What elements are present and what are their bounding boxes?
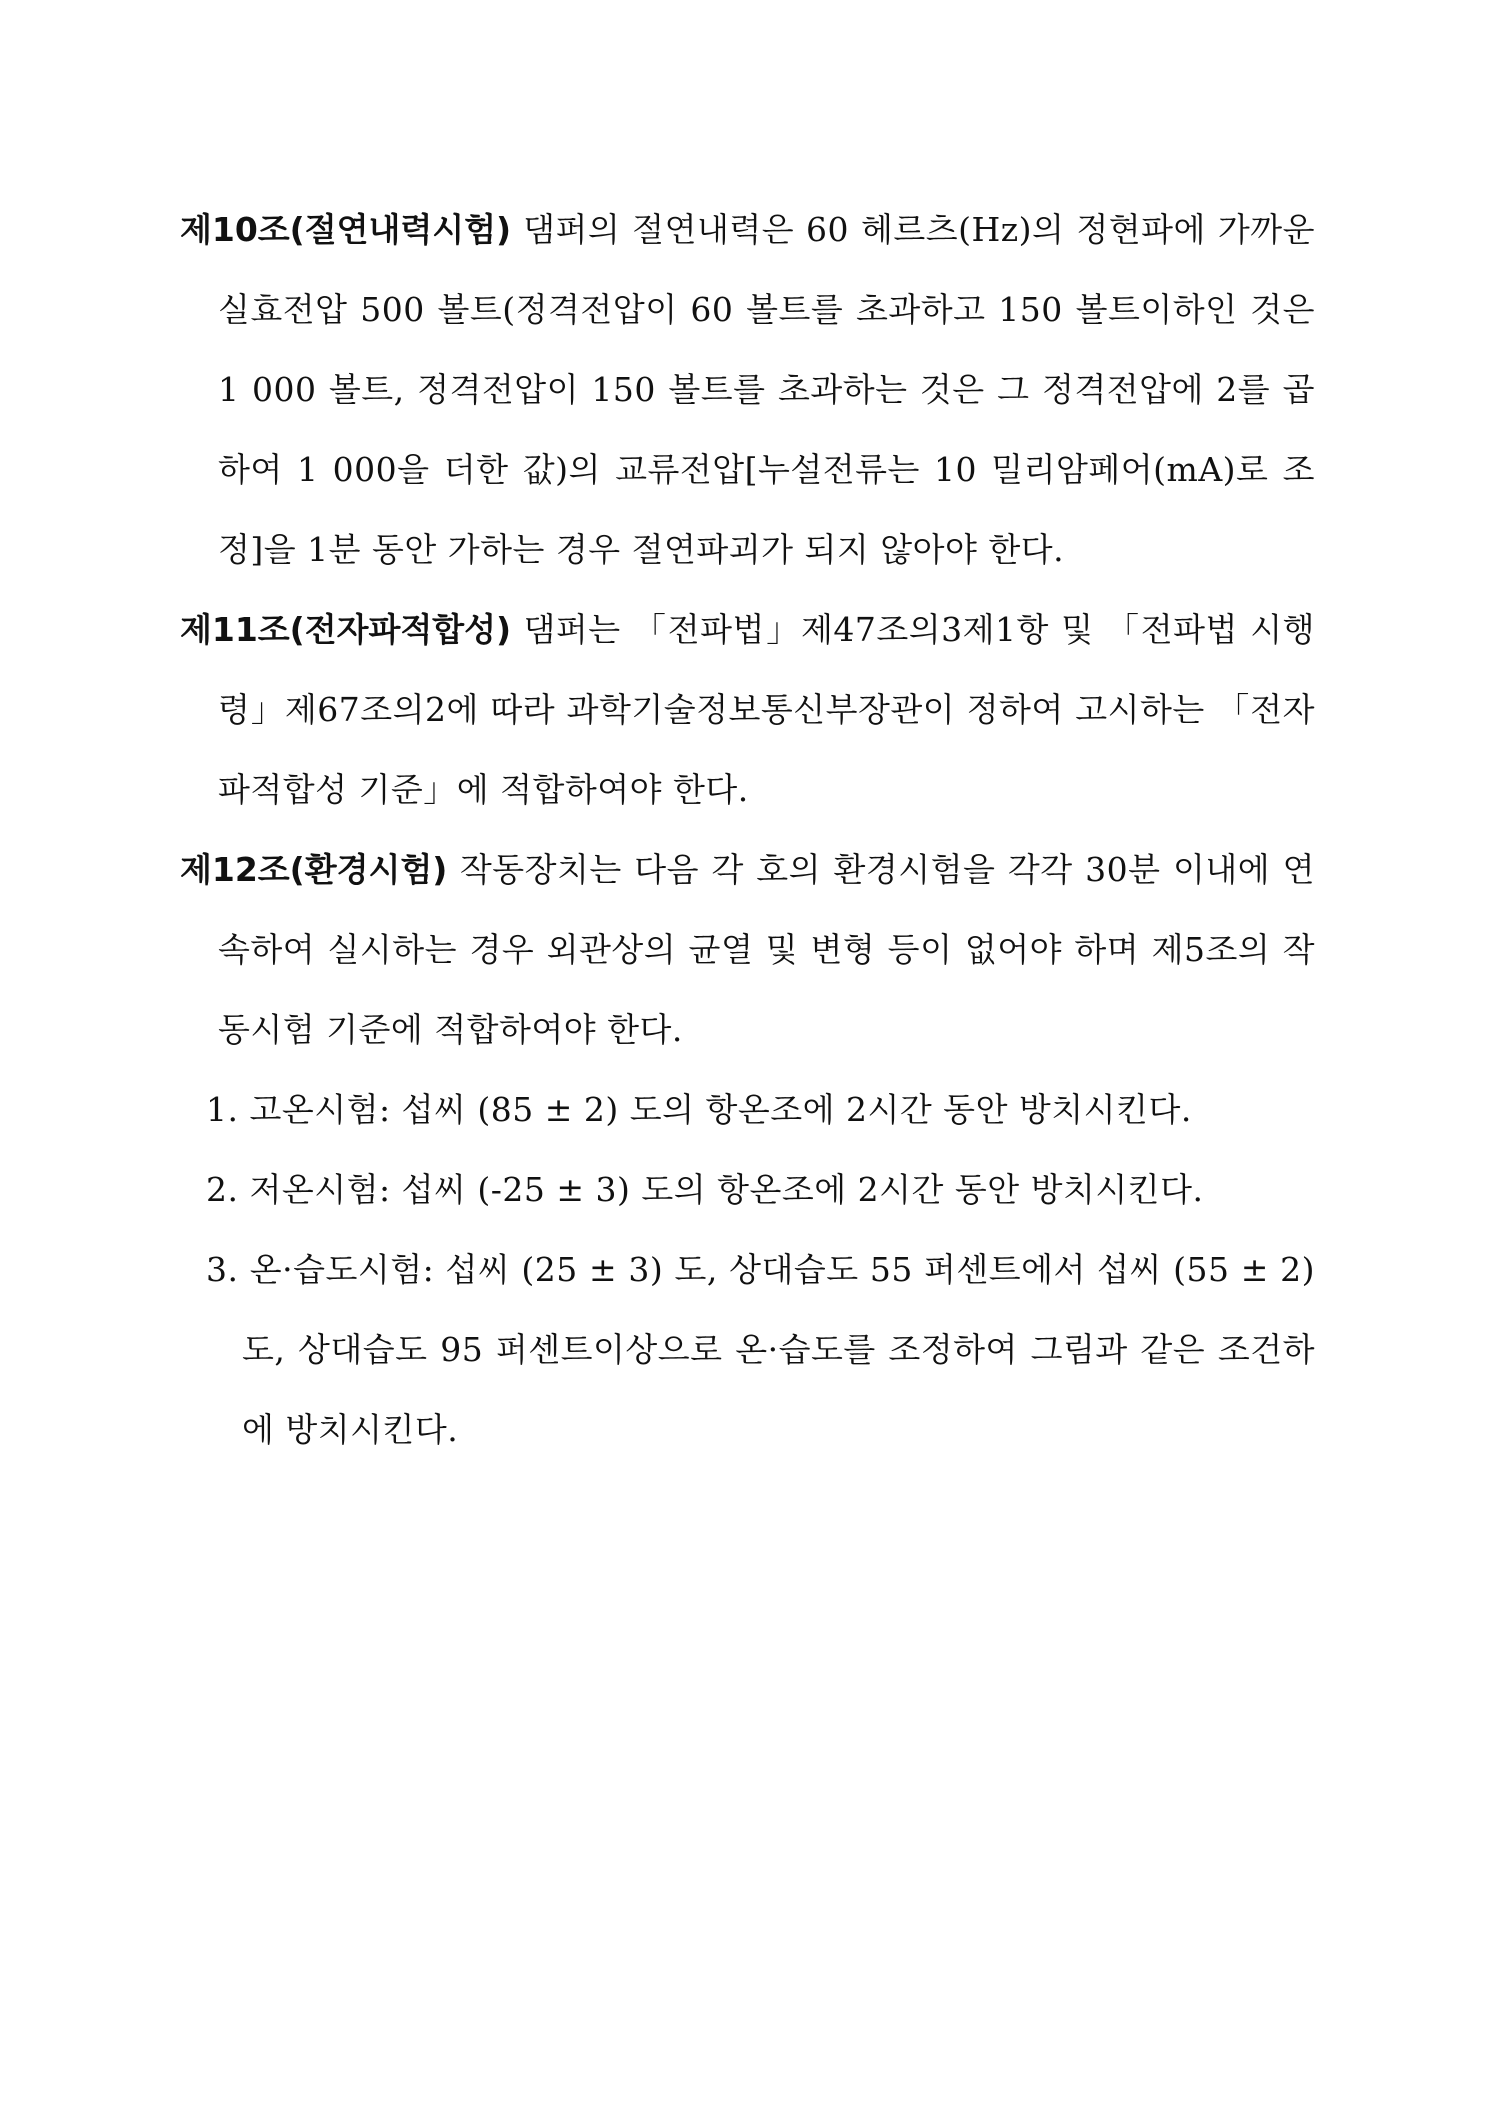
- article-12-item-2: 2. 저온시험: 섭씨 (-25 ± 3) 도의 항온조에 2시간 동안 방치시킨다.: [206, 1170, 1204, 1209]
- article-11: [180, 590, 1315, 830]
- article-12: [180, 830, 1315, 1070]
- article-10-heading: 제10조(절연내력시험): [180, 210, 512, 249]
- article-12-body: 작동장치는 다음 각 호의 환경시험을 각각 30분 이내에 연속하여 실시하는 경우 외관상의 균열 및 변형 등이 없어야 하며 제5조의 작동시험 기준에 적합하여야 한다.: [218, 850, 1315, 1049]
- article-12-item-3: 3. 온·습도시험: 섭씨 (25 ± 3) 도, 상대습도 55 퍼센트에서 섭씨 (55 ± 2) 도, 상대습도 95 퍼센트이상으로 온·습도를 조정하여 그림과 같은 조건하에 방치시킨다.: [206, 1250, 1315, 1449]
- article-10: [180, 190, 1315, 590]
- article-12-item-1: 1. 고온시험: 섭씨 (85 ± 2) 도의 항온조에 2시간 동안 방치시킨다.: [206, 1090, 1192, 1129]
- article-11-heading: 제11조(전자파적합성): [180, 610, 512, 649]
- article-12-heading: 제12조(환경시험): [180, 850, 448, 889]
- document-page: [180, 190, 1315, 1470]
- article-10-body: 댐퍼의 절연내력은 60 헤르츠(Hz)의 정현파에 가까운 실효전압 500 볼트(정격전압이 60 볼트를 초과하고 150 볼트이하인 것은 1 000 볼트, 정격전압이 150 볼트를 초과하는 것은 그 정격전압에 2를 곱하여 1 000을 더한 값)의 교류전압[누설전류는 10 밀리암페어(mA)로 조정]을 1분 동안 가하는 경우 절연파괴가 되지 않아야 한다.: [218, 210, 1315, 569]
- article-11-body: 댐퍼는 「전파법」제47조의3제1항 및 「전파법 시행령」제67조의2에 따라 과학기술정보통신부장관이 정하여 고시하는 「전자파적합성 기준」에 적합하여야 한다.: [218, 610, 1315, 809]
